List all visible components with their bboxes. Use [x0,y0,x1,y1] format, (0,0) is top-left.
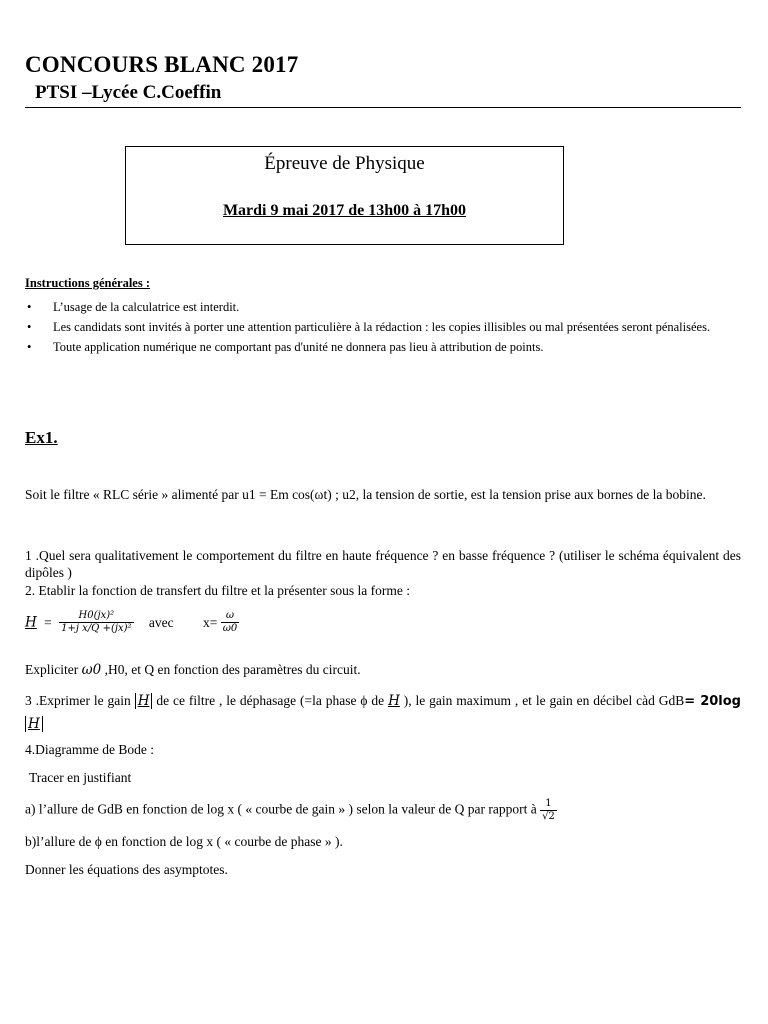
exercise-intro [25,486,741,503]
intro-text-end: ; u2, la tension de sortie, est la tension prise aux bornes de la bobine. [331,487,706,502]
question-4: 4.Diagramme de Bode : [25,742,154,757]
question-2b [25,661,741,679]
formula-avec: avec [148,614,174,630]
exam-info-box [125,146,564,245]
page-subtitle: PTSI –Lycée C.Coeffin [35,82,222,103]
list-item [25,320,745,335]
omega0-symbol: ω0 [81,662,102,678]
transfer-function-formula [25,610,239,650]
question-2: 2. Etablir la fonction de transfert du filtre et la présenter sous la forme : [25,583,410,598]
bullet-icon: • [27,300,32,314]
q2b-text-end: ,H0, et Q en fonction des paramètres du circuit. [101,662,361,677]
exam-title: Épreuve de Physique [264,153,425,174]
inv-sqrt2-num: 1 [540,798,557,811]
x-denominator: ω0 [222,623,238,634]
exam-date-text: Mardi 9 mai 2017 de 13h00 à 17h00 [222,202,467,219]
exercise-title: Ex1. [25,428,58,447]
formula-x-eq: x= [202,614,218,630]
bullet-icon: • [27,320,32,334]
u1-expression: u1 = Em cos(ωt) [242,487,332,502]
instructions-list [25,300,745,360]
formula-fraction [59,610,133,635]
intro-text: Soit le filtre « RLC série » alimenté par [25,487,243,502]
q3-text: 3 .Exprimer le gain [25,693,135,708]
question-4a [25,798,741,823]
gdb-H: H [28,716,40,732]
exam-date [126,202,563,220]
question-4c: Donner les équations des asymptotes. [25,862,228,877]
instruction-text: Toute application numérique ne comportant pas d'unité ne donnera pas lieu à attribution de points. [53,340,544,354]
list-item [25,340,745,355]
instruction-text: Les candidats sont invités à porter une attention particulière à la rédaction : les copies illisibles ou mal présentées seront pénalisées. [53,320,711,334]
formula-numerator: H0(jx)² [59,610,133,623]
instructions-heading: Instructions générales : [25,276,150,290]
x-numerator: ω [221,610,240,623]
formula-denominator: 1+j x/Q +(jx)² [61,623,132,634]
question-4-trace: Tracer en justifiant [29,770,132,785]
x-fraction [221,610,240,635]
question-3 [25,690,741,735]
inv-sqrt2-fraction [540,798,557,823]
instruction-text: L’usage de la calculatrice est interdit. [53,300,240,314]
inv-sqrt2-den: √2 [542,811,555,822]
q3-text-b: de ce filtre , le déphasage (=la phase ϕ de [152,693,389,708]
question-4b: b)l’allure de ϕ en fonction de log x ( « courbe de phase » ). [25,834,343,849]
q2b-text: Expliciter [25,662,82,677]
formula-equals: = [44,614,52,630]
formula-lhs: H [25,614,37,631]
header-divider [25,107,741,108]
bullet-icon: • [27,340,32,354]
gain-H: H [137,693,150,709]
gdb-formula: = 20log [684,694,741,709]
page-title: CONCOURS BLANC 2017 [25,52,299,77]
q4a-text: a) l’allure de GdB en fonction de log x ( « courbe de gain » ) selon la valeur de Q par rapport à [25,801,541,817]
list-item [25,300,745,315]
gdb-symbol: GdB [658,693,685,708]
question-1: 1 .Quel sera qualitativement le comportement du filtre en haute fréquence ? en basse fréquence ? (utiliser le schéma équivalent des dipôles ) [25,548,741,580]
phase-H: H [388,693,400,709]
q3-text-c: ), le gain maximum , et le gain en décibel càd [399,693,659,708]
